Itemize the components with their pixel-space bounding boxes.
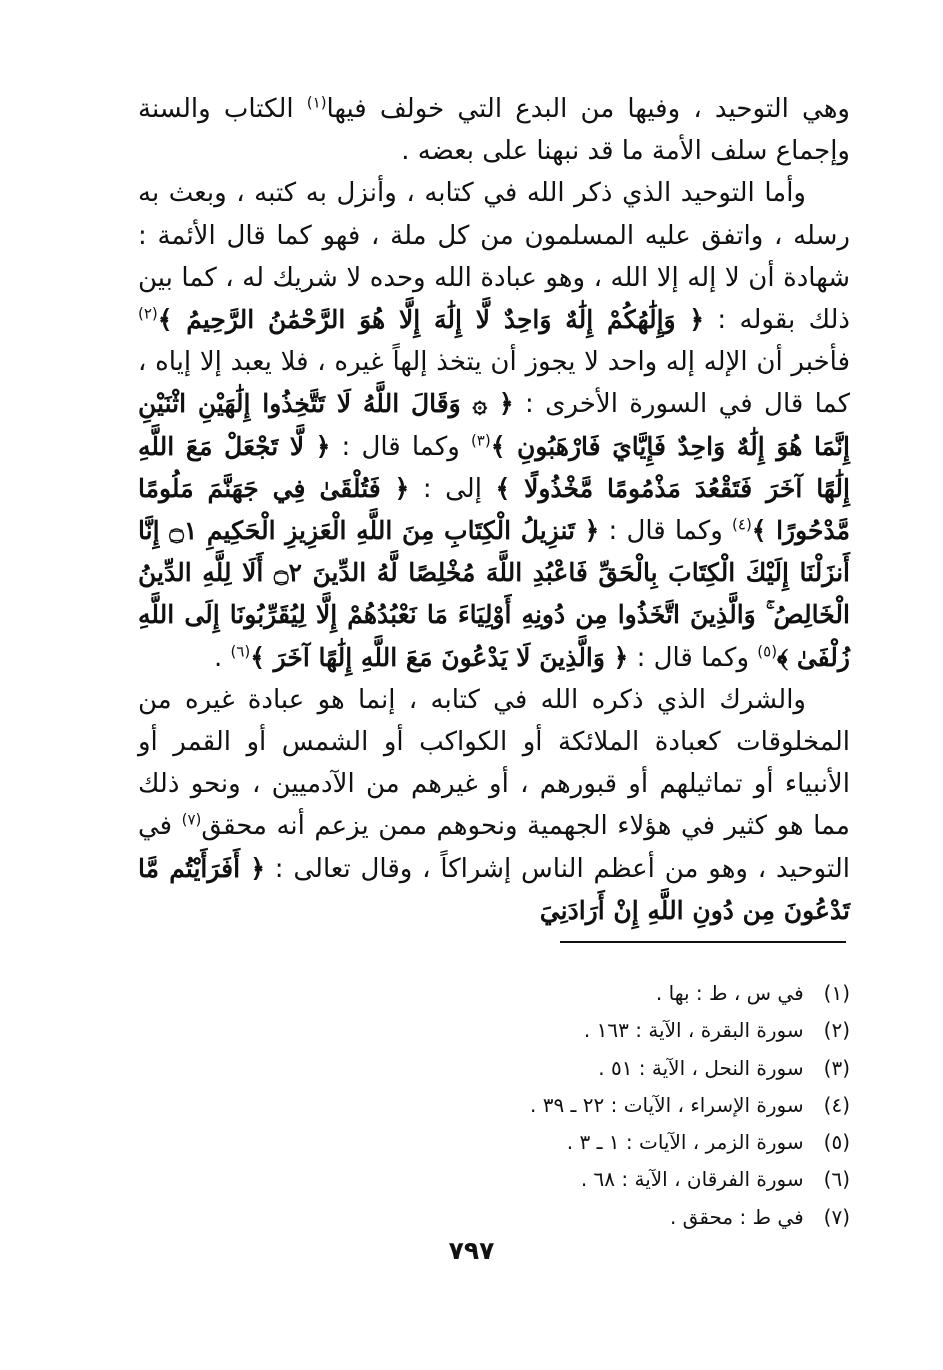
- footnote-separator: [560, 941, 846, 943]
- footnote-4: [400, 1087, 850, 1124]
- text-run: .: [213, 642, 231, 673]
- quran-quote: ﴿ وَالَّذِينَ لَا يَدْعُونَ مَعَ اللَّهِ إِلَٰهًا آخَرَ ﴾: [250, 642, 629, 672]
- footnote-3: [400, 1050, 850, 1087]
- footnote-number: (٤): [823, 1092, 850, 1117]
- text-run: الكتاب والسنة وإجماع سلف الأمة ما قد نبهنا على بعضه .: [138, 94, 850, 167]
- footnote-7: [400, 1199, 850, 1236]
- text-run: وكما قال :: [628, 642, 758, 673]
- text-run: وأما التوحيد الذي ذكر الله في كتابه ، وأنزل به كتبه ، وبعث به رسله ، واتفق عليه المسلمون من كل ملة ، فهو كما قال الأئمة : شهادة أن لا إله إلا الله ، وهو عبادة الله وحده لا شريك له ، كما بين ذلك بقوله :: [138, 178, 850, 336]
- footnote-marker: (٦): [230, 641, 251, 660]
- footnote-6: [400, 1161, 850, 1198]
- footnote-number: (١): [823, 981, 850, 1005]
- quran-quote: ﴿ فَتُلْقَىٰ فِي جَهَنَّمَ مَلُومًا مَّدْحُورًا ﴾: [138, 473, 850, 546]
- text-run: إلى :: [409, 473, 496, 504]
- footnote-number: (٢): [823, 1018, 850, 1043]
- footnote-marker: (٢): [138, 304, 158, 323]
- text-run: والشرك الذي ذكره الله في كتابه ، إنما هو عبادة غيره من المخلوقات كعبادة الملائكة أو الكواكب أو الشمس أو القمر أو الأنبياء أو تماثيلهم أو قبورهم ، أو غيرهم من الآدميين ، ونحو ذلك مما هو كثير في هؤلاء الجهمية ونحوهم ممن يزعم أنه محقق: [138, 684, 850, 842]
- footnote-text: سورة الزمر ، الآيات : ١ ـ ٣ .: [566, 1130, 804, 1155]
- text-run: في التوحيد ، وهو من أعظم الناس إشراكاً ، وقال تعالى :: [138, 811, 850, 884]
- main-text: [138, 88, 850, 932]
- paragraph-2: [138, 172, 850, 678]
- quran-quote: ﴿ لَّا تَجْعَلْ مَعَ اللَّهِ إِلَٰهًا آخَرَ فَتَقْعُدَ مَذْمُومًا مَّخْذُولًا ﴾: [138, 431, 850, 503]
- text-run: وهي التوحيد ، وفيها من البدع التي خولف فيها: [326, 94, 850, 124]
- footnote-marker: (١): [306, 93, 327, 112]
- quran-quote: ﴿ تَنزِيلُ الْكِتَابِ مِنَ اللَّهِ الْعَزِيزِ الْحَكِيمِ ۝١ إِنَّا أَنزَلْنَا إِلَيْكَ الْكِتَابَ بِالْحَقِّ فَاعْبُدِ اللَّهَ مُخْلِصًا لَّهُ الدِّينَ ۝٢ أَلَا لِلَّهِ الدِّينُ الْخَالِصُ ۚ وَالَّذِينَ اتَّخَذُوا مِن دُونِهِ أَوْلِيَاءَ مَا نَعْبُدُهُمْ إِلَّا لِيُقَرِّبُونَا إِلَى اللَّهِ زُلْفَىٰ ﴾: [138, 516, 850, 672]
- footnotes: [400, 975, 850, 1236]
- quran-quote: ﴿ وَإِلَٰهُكُمْ إِلَٰهٌ وَاحِدٌ لَّا إِلَٰهَ إِلَّا هُوَ الرَّحْمَٰنُ الرَّحِيمُ ﴾: [157, 305, 705, 335]
- quran-quote: ﴿ ۞ وَقَالَ اللَّهُ لَا تَتَّخِذُوا إِلَٰهَيْنِ اثْنَيْنِ إِنَّمَا هُوَ إِلَٰهٌ وَاحِدٌ فَإِيَّايَ فَارْهَبُونِ ﴾: [138, 389, 851, 461]
- footnote-number: (٧): [823, 1204, 850, 1229]
- quran-quote: ﴿ أَفَرَأَيْتُم مَّا تَدْعُونَ مِن دُونِ اللَّهِ إِنْ أَرَادَنِيَ: [138, 853, 850, 925]
- footnote-text: سورة الإسراء ، الآيات : ٢٢ ـ ٣٩ .: [530, 1092, 804, 1117]
- footnote-text: في س ، ط : بها .: [655, 981, 804, 1005]
- footnote-2: [400, 1012, 850, 1049]
- page-number: ٧٩٧: [448, 1236, 495, 1265]
- footnote-marker: (٥): [757, 641, 778, 660]
- footnote-text: في ط : محقق .: [669, 1204, 804, 1229]
- text-run: وكما قال :: [330, 431, 471, 462]
- paragraph-3: [138, 679, 850, 932]
- footnote-marker: (٣): [470, 430, 491, 449]
- paragraph-1: [138, 88, 850, 172]
- text-run: وكما قال :: [599, 516, 733, 547]
- footnote-number: (٣): [823, 1055, 850, 1080]
- footnote-marker: (٤): [732, 515, 752, 534]
- footnote-5: [400, 1124, 850, 1161]
- footnote-number: (٥): [823, 1130, 850, 1155]
- footnote-marker: (٧): [181, 810, 202, 829]
- footnote-text: سورة البقرة ، الآية : ١٦٣ .: [583, 1018, 804, 1043]
- text-run: فأخبر أن الإله إله واحد لا يجوز أن يتخذ إلهاً غيره ، فلا يعبد إلا إياه ، كما قال في السورة الأخرى :: [138, 347, 850, 420]
- footnote-text: سورة الفرقان ، الآية : ٦٨ .: [580, 1167, 804, 1192]
- footnote-1: [400, 975, 850, 1012]
- footnote-number: (٦): [823, 1167, 850, 1192]
- footnote-text: سورة النحل ، الآية : ٥١ .: [598, 1055, 804, 1080]
